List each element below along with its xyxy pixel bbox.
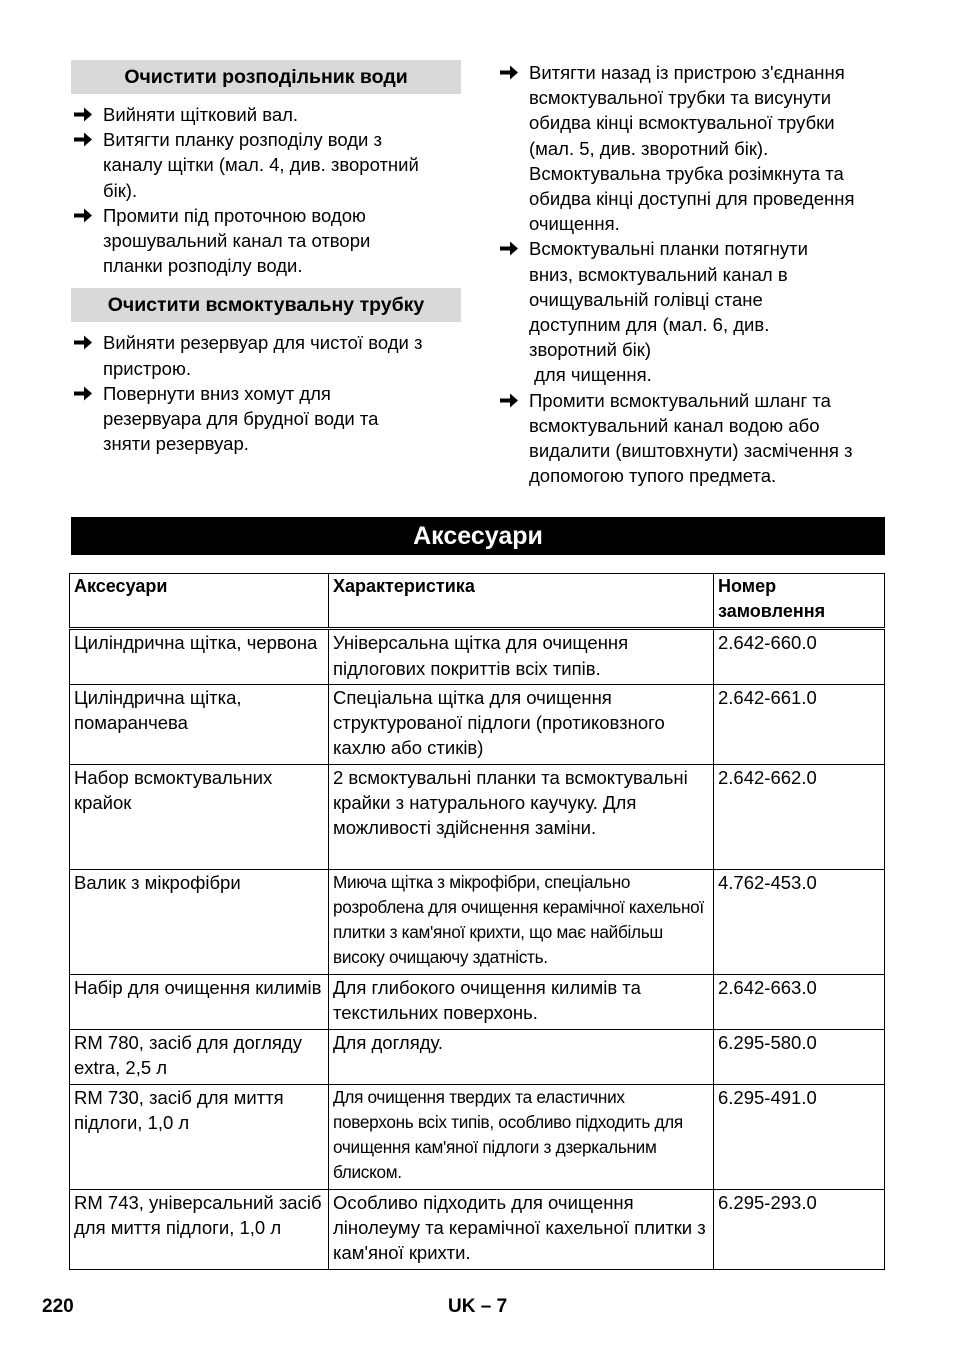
bullet-text-line: всмоктувальний канал водою або <box>529 414 820 436</box>
bullet-text-line: видалити (виштовхнути) засмічення з <box>529 440 853 462</box>
accessory-name-cell: Набор всмоктувальних крайок <box>70 764 329 869</box>
arrow-right-icon <box>499 240 519 257</box>
column-header-order-number: Номер замовлення <box>714 574 885 629</box>
bullet-text-line: Витягти назад із пристрою з'єднання <box>529 62 845 83</box>
bullet-list <box>71 102 461 278</box>
arrow-right-icon <box>73 385 93 402</box>
accessories-section-title: Аксесуари <box>71 517 885 555</box>
accessories-table <box>69 573 885 1270</box>
bullet-text-line: бік). <box>103 179 138 201</box>
table-row <box>70 1084 885 1189</box>
bullet-text-line: обидва кінці всмоктувальної трубки <box>529 112 835 134</box>
bullet-text-line: вниз, всмоктувальний канал в <box>529 263 788 285</box>
table-row <box>70 869 885 974</box>
page-number: 220 <box>42 1296 74 1317</box>
table-row <box>70 1029 885 1084</box>
accessory-name-cell: RM 730, засіб для миття підлоги, 1,0 л <box>70 1084 329 1189</box>
order-number-cell: 6.295-580.0 <box>714 1029 885 1084</box>
order-number-cell: 2.642-662.0 <box>714 764 885 869</box>
right-column <box>497 60 887 488</box>
characteristic-cell: Для очищення твердих та еластичних поверхонь всіх типів, особливо підходить для очищення кам'яної підлоги з дзеркальним блиском. <box>329 1084 714 1189</box>
bullet-text-line: обидва кінці доступні для проведення <box>529 188 855 210</box>
order-number-cell: 2.642-660.0 <box>714 629 885 684</box>
table-row <box>70 764 885 869</box>
bullet-text-line: (мал. 5, див. зворотний бік). <box>529 137 769 159</box>
bullet-text-line: всмоктувальної трубки та висунути <box>529 87 832 109</box>
arrow-right-icon <box>73 131 93 148</box>
bullet-text-line: Витягти планку розподілу води з <box>103 129 382 151</box>
bullet-text-line: очищувальній голівці стане <box>529 288 763 310</box>
bullet-text-line: пристрою. <box>103 357 191 379</box>
bullet-item <box>71 381 461 457</box>
bullet-text-line: зняти резервуар. <box>103 433 249 455</box>
characteristic-cell: Універсальна щітка для очищення підлогових покриттів всіх типів. <box>329 629 714 684</box>
bullet-item <box>497 60 887 236</box>
characteristic-cell: Особливо підходить для очищення лінолеуму та керамічної кахельної плитки з кам'яної крихти. <box>329 1189 714 1269</box>
column-header-characteristic: Характеристика <box>329 574 714 629</box>
bullet-text-line: допомогою тупого предмета. <box>529 465 777 487</box>
bullet-text-line: Промити під проточною водою <box>103 204 366 226</box>
arrow-right-icon <box>73 334 93 351</box>
bullet-item <box>71 203 461 279</box>
order-number-cell: 2.642-663.0 <box>714 974 885 1029</box>
bullet-item <box>71 330 461 380</box>
bullet-text-line: зворотний бік) <box>529 339 652 361</box>
accessory-name-cell: RM 780, засіб для догляду extra, 2,5 л <box>70 1029 329 1084</box>
table-row <box>70 1189 885 1269</box>
table-header-row <box>70 574 885 629</box>
arrow-right-icon <box>73 106 93 123</box>
bullet-text-line: каналу щітки (мал. 4, див. зворотний <box>103 154 419 176</box>
characteristic-cell: 2 всмоктувальні планки та всмоктувальні крайки з натурального каучуку. Для можливості здійснення заміни. <box>329 764 714 869</box>
characteristic-cell: Спеціальна щітка для очищення структурованої підлоги (протиковзного кахлю або стиків) <box>329 684 714 764</box>
bullet-text-line: Промити всмоктувальний шланг та <box>529 389 831 411</box>
characteristic-cell: Для догляду. <box>329 1029 714 1084</box>
page-label: UK – 7 <box>448 1296 508 1317</box>
left-column <box>71 60 461 456</box>
accessory-name-cell: Циліндрична щітка, червона <box>70 629 329 684</box>
bullet-text-line: очищення. <box>529 213 620 235</box>
accessory-name-cell: Валик з мікрофібри <box>70 869 329 974</box>
order-number-cell: 6.295-293.0 <box>714 1189 885 1269</box>
bullet-text-line: Повернути вниз хомут для <box>103 382 331 404</box>
bullet-text-line: Всмоктувальні планки потягнути <box>529 238 808 260</box>
bullet-item <box>497 236 887 387</box>
bullet-text-line: для чищення. <box>529 364 652 386</box>
section-heading-suction-tube: Очистити всмоктувальну трубку <box>71 288 461 322</box>
arrow-right-icon <box>73 207 93 224</box>
column-header-accessory: Аксесуари <box>70 574 329 629</box>
order-number-cell: 2.642-661.0 <box>714 684 885 764</box>
bullet-item <box>71 102 461 127</box>
accessory-name-cell: RM 743, універсальний засіб для миття підлоги, 1,0 л <box>70 1189 329 1269</box>
table-row <box>70 684 885 764</box>
characteristic-cell: Для глибокого очищення килимів та текстильних поверхонь. <box>329 974 714 1029</box>
bullet-list <box>497 60 887 488</box>
table-row <box>70 974 885 1029</box>
bullet-text-line: Вийняти щітковий вал. <box>103 104 299 125</box>
bullet-text-line: Вийняти резервуар для чистої води з <box>103 332 423 354</box>
bullet-text-line: доступним для (мал. 6, див. <box>529 314 770 336</box>
bullet-text-line: резервуара для брудної води та <box>103 408 379 430</box>
bullet-list <box>71 330 461 456</box>
bullet-item <box>497 388 887 489</box>
order-number-cell: 4.762-453.0 <box>714 869 885 974</box>
characteristic-cell: Миюча щітка з мікрофібри, спеціально розроблена для очищення керамічної кахельної плитки з кам'яної крихти, що має найбільш високу очищаючу здатність. <box>329 869 714 974</box>
bullet-text-line: планки розподілу води. <box>103 255 303 277</box>
section-heading-water-distributor: Очистити розподільник води <box>71 60 461 94</box>
order-number-cell: 6.295-491.0 <box>714 1084 885 1189</box>
bullet-text-line: зрошувальний канал та отвори <box>103 230 371 252</box>
accessory-name-cell: Набір для очищення килимів <box>70 974 329 1029</box>
accessory-name-cell: Циліндрична щітка, помаранчева <box>70 684 329 764</box>
table-row <box>70 629 885 684</box>
arrow-right-icon <box>499 392 519 409</box>
bullet-item <box>71 127 461 203</box>
arrow-right-icon <box>499 64 519 81</box>
bullet-text-line: Всмоктувальна трубка розімкнута та <box>529 162 844 184</box>
